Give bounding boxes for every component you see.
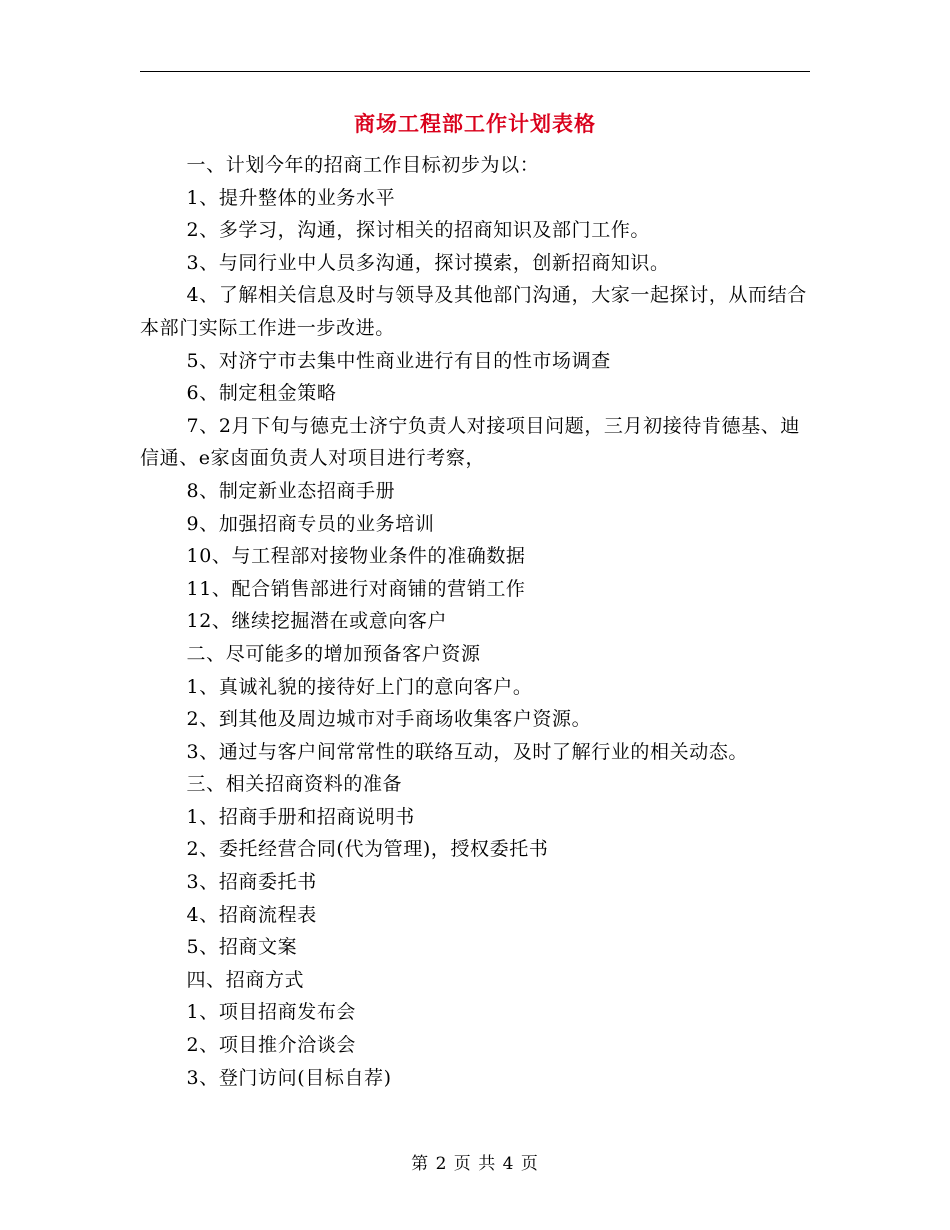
body-paragraph: 1、项目招商发布会 xyxy=(186,1001,357,1024)
body-paragraph: 2、多学习，沟通，探讨相关的招商知识及部门工作。 xyxy=(186,219,651,242)
body-paragraph: 2、到其他及周边城市对手商场收集客户资源。 xyxy=(186,708,592,731)
body-paragraph: 1、招商手册和招商说明书 xyxy=(186,805,415,828)
body-paragraph: 8、制定新业态招商手册 xyxy=(186,479,396,502)
body-paragraph: 二、尽可能多的增加预备客户资源 xyxy=(186,642,481,665)
body-paragraph: 5、对济宁市去集中性商业进行有目的性市场调查 xyxy=(186,349,611,372)
page-number: 第 2 页 共 4 页 xyxy=(411,1154,539,1174)
body-paragraph: 2、项目推介洽谈会 xyxy=(186,1034,357,1057)
body-paragraph: 9、加强招商专员的业务培训 xyxy=(186,512,435,535)
body-paragraph: 四、招商方式 xyxy=(186,968,305,991)
header-rule xyxy=(140,71,810,72)
body-paragraph: 1、真诚礼貌的接待好上门的意向客户。 xyxy=(186,675,533,698)
body-paragraph: 1、提升整体的业务水平 xyxy=(186,186,396,209)
body-paragraph: 三、相关招商资料的准备 xyxy=(186,773,403,796)
document-title: 商场工程部工作计划表格 xyxy=(354,111,596,136)
body-paragraph: 2、委托经营合同(代为管理)，授权委托书 xyxy=(186,838,549,861)
body-paragraph: 3、通过与客户间常常性的联络互动，及时了解行业的相关动态。 xyxy=(186,740,749,763)
body-paragraph: 3、招商委托书 xyxy=(186,871,317,894)
body-paragraph: 3、与同行业中人员多沟通，探讨摸索，创新招商知识。 xyxy=(186,251,670,274)
document-body xyxy=(140,149,810,1094)
body-paragraph: 6、制定租金策略 xyxy=(186,382,337,405)
body-paragraph: 10、与工程部对接物业条件的准确数据 xyxy=(186,545,526,568)
body-paragraph: 7、2月下旬与德克士济宁负责人对接项目问题，三月初接待肯德基、迪信通、e家卤面负责人对项目进行考察， xyxy=(140,414,800,470)
body-paragraph: 4、了解相关信息及时与领导及其他部门沟通，大家一起探讨，从而结合本部门实际工作进一步改进。 xyxy=(140,284,807,339)
body-paragraph: 12、继续挖掘潜在或意向客户 xyxy=(186,610,448,633)
body-paragraph: 11、配合销售部进行对商铺的营销工作 xyxy=(186,577,526,600)
body-paragraph: 一、计划今年的招商工作目标初步为以： xyxy=(186,154,540,176)
body-paragraph: 5、招商文案 xyxy=(186,936,298,959)
body-paragraph: 3、登门访问(目标自荐) xyxy=(186,1066,392,1089)
body-paragraph: 4、招商流程表 xyxy=(186,903,317,926)
